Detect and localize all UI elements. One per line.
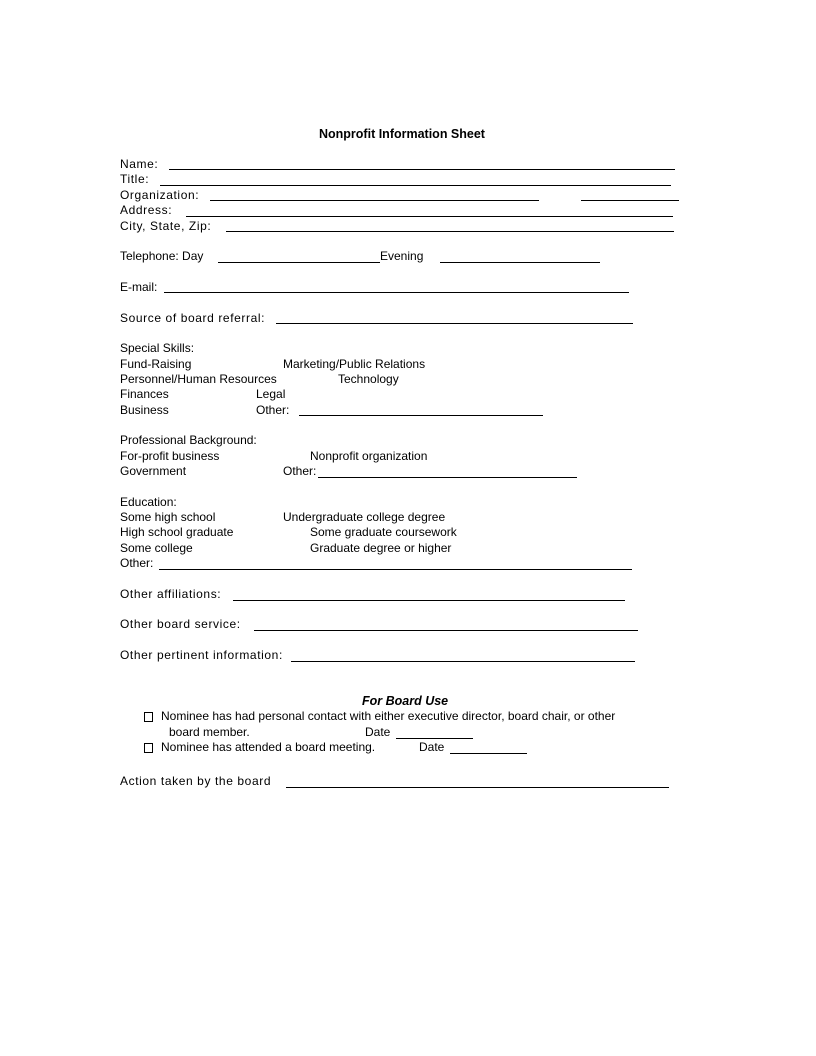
board-use-item-2-text: Nominee has attended a board meeting.	[161, 740, 376, 754]
skill-personnel: Personnel/Human Resources	[120, 372, 277, 386]
other-affiliations-line[interactable]	[233, 600, 625, 601]
skill-legal: Legal	[256, 387, 286, 401]
edu-some-high-school: Some high school	[120, 510, 216, 524]
board-use-checkbox-1[interactable]	[144, 710, 153, 724]
board-use-date-2-line[interactable]	[450, 753, 527, 754]
background-for-profit: For-profit business	[120, 449, 220, 463]
board-use-heading: For Board Use	[362, 694, 449, 708]
source-referral-line[interactable]	[276, 323, 633, 324]
other-board-service-line[interactable]	[254, 630, 638, 631]
edu-some-graduate: Some graduate coursework	[310, 525, 457, 539]
title-line[interactable]	[160, 185, 671, 186]
address-label: Address:	[120, 203, 173, 217]
board-use-item-1-text: Nominee has had personal contact with either executive director, board chair, or other	[161, 709, 616, 723]
city-state-zip-line[interactable]	[226, 231, 674, 232]
title-label: Title:	[120, 172, 150, 186]
board-use-date-2-label: Date	[419, 740, 445, 754]
edu-some-college: Some college	[120, 541, 193, 555]
skill-other-label: Other:	[256, 403, 290, 417]
source-referral-label: Source of board referral:	[120, 311, 266, 325]
edu-graduate-degree: Graduate degree or higher	[310, 541, 452, 555]
special-skills-heading: Special Skills:	[120, 341, 195, 355]
professional-background-heading: Professional Background:	[120, 433, 257, 447]
skill-fund-raising: Fund-Raising	[120, 357, 192, 371]
other-affiliations-label: Other affiliations:	[120, 587, 222, 601]
email-line[interactable]	[164, 292, 629, 293]
other-board-service-label: Other board service:	[120, 617, 241, 631]
background-nonprofit: Nonprofit organization	[310, 449, 428, 463]
telephone-day-label: Telephone: Day	[120, 249, 204, 263]
other-pertinent-line[interactable]	[291, 661, 635, 662]
organization-label: Organization:	[120, 188, 200, 202]
education-heading: Education:	[120, 495, 177, 509]
city-state-zip-label: City, State, Zip:	[120, 219, 212, 233]
action-taken-line[interactable]	[286, 787, 669, 788]
board-use-checkbox-2[interactable]	[144, 741, 153, 755]
name-line[interactable]	[169, 169, 675, 170]
board-use-date-1-label: Date	[365, 725, 391, 739]
edu-hs-graduate: High school graduate	[120, 525, 234, 539]
skill-marketing: Marketing/Public Relations	[283, 357, 426, 371]
background-other-line[interactable]	[318, 477, 577, 478]
organization-line[interactable]	[210, 200, 539, 201]
other-pertinent-label: Other pertinent information:	[120, 648, 283, 662]
skill-business: Business	[120, 403, 169, 417]
board-use-item-1-text-cont: board member.	[169, 725, 250, 739]
telephone-evening-line[interactable]	[440, 262, 600, 263]
edu-undergraduate: Undergraduate college degree	[283, 510, 446, 524]
skill-finances: Finances	[120, 387, 169, 401]
board-use-date-1-line[interactable]	[396, 738, 473, 739]
skill-other-line[interactable]	[299, 415, 543, 416]
telephone-evening-label: Evening	[380, 249, 424, 263]
edu-other-label: Other:	[120, 556, 154, 570]
form-title: Nonprofit Information Sheet	[319, 127, 485, 141]
email-label: E-mail:	[120, 280, 158, 294]
address-line[interactable]	[186, 216, 673, 217]
edu-other-line[interactable]	[159, 569, 632, 570]
background-other-label: Other:	[283, 464, 317, 478]
telephone-day-line[interactable]	[218, 262, 380, 263]
organization-line-2[interactable]	[581, 200, 679, 201]
action-taken-label: Action taken by the board	[120, 774, 272, 788]
skill-technology: Technology	[338, 372, 399, 386]
name-label: Name:	[120, 157, 159, 171]
background-government: Government	[120, 464, 187, 478]
